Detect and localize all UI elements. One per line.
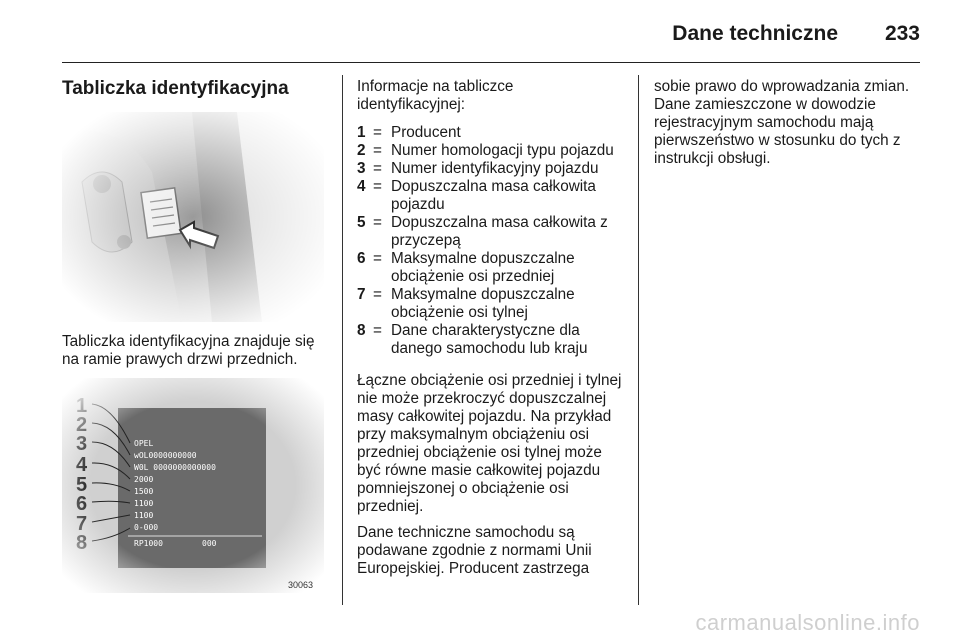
figure-code: 30063 — [288, 580, 314, 590]
list-item — [357, 124, 622, 142]
continuation-paragraph: sobie prawo do wprowadzania zmian. Dane zamieszczone w dowodzie rejestracyjnym samochodu mają pierwszeństwo w stosunku do tych z instrukcji obsługi. — [654, 78, 910, 167]
column-left — [62, 78, 330, 100]
item-number: 6 — [357, 250, 366, 267]
watermark: carmanualsonline.info — [695, 610, 920, 635]
item-equals: = — [373, 322, 382, 339]
eu-standards-paragraph: Dane techniczne samochodu są podawane zgodnie z normami Unii Europejskiej. Producent zastrzega — [357, 524, 592, 577]
axle-load-paragraph: Łączne obciążenie osi przedniej i tylnej nie może przekroczyć dopuszczalnej masy całkowitej pojazdu. Na przykład przy maksymalnym obciążeniu osi przedniej obciążenie osi tylnej może być równe masie całkowitej pojazdu pomniejszonej o obciążenie osi przedniej. — [357, 372, 622, 515]
heading-id-plate: Tabliczka identyfikacyjna — [62, 78, 289, 99]
door-frame-illustration — [62, 112, 324, 322]
item-number: 4 — [357, 178, 366, 195]
list-item — [357, 178, 622, 214]
list-item — [357, 286, 622, 322]
item-equals: = — [373, 250, 382, 267]
column-middle — [357, 78, 622, 578]
page-header — [62, 16, 920, 63]
list-item — [357, 160, 622, 178]
page-number: 233 — [884, 22, 920, 45]
item-number: 1 — [357, 124, 366, 141]
item-equals: = — [373, 178, 382, 195]
list-item — [357, 250, 622, 286]
item-number: 7 — [357, 286, 366, 303]
id-plate-legend — [357, 124, 622, 358]
item-text: Dane charakterystyczne dla danego samochodu lub kraju — [391, 322, 588, 357]
item-number: 3 — [357, 160, 366, 177]
id-plate-illustration — [62, 378, 324, 593]
item-text: Maksymalne dopuszczalne obciążenie osi tylnej — [391, 286, 575, 321]
item-text: Maksymalne dopuszczalne obciążenie osi przedniej — [391, 250, 575, 285]
item-text: Numer identyfikacyjny pojazdu — [391, 160, 599, 177]
section-title: Dane techniczne — [672, 22, 838, 45]
item-text: Dopuszczalna masa całkowita z przyczepą — [391, 214, 608, 249]
item-text: Dopuszczalna masa całkowita pojazdu — [391, 178, 596, 213]
column-divider — [342, 75, 343, 605]
list-intro: Informacje na tabliczce identyfikacyjnej: — [357, 78, 514, 113]
item-text: Producent — [391, 124, 461, 141]
item-equals: = — [373, 160, 382, 177]
list-item — [357, 214, 622, 250]
list-item — [357, 142, 622, 160]
item-equals: = — [373, 142, 382, 159]
column-divider — [638, 75, 639, 605]
item-text: Numer homologacji typu pojazdu — [391, 142, 614, 159]
item-equals: = — [373, 124, 382, 141]
figure-caption: Tabliczka identyfikacyjna znajduje się na ramie prawych drzwi przednich. — [62, 333, 315, 368]
item-number: 5 — [357, 214, 366, 231]
item-equals: = — [373, 214, 382, 231]
item-equals: = — [373, 286, 382, 303]
item-number: 2 — [357, 142, 366, 159]
list-item — [357, 322, 622, 358]
column-right — [654, 78, 924, 168]
item-number: 8 — [357, 322, 366, 339]
